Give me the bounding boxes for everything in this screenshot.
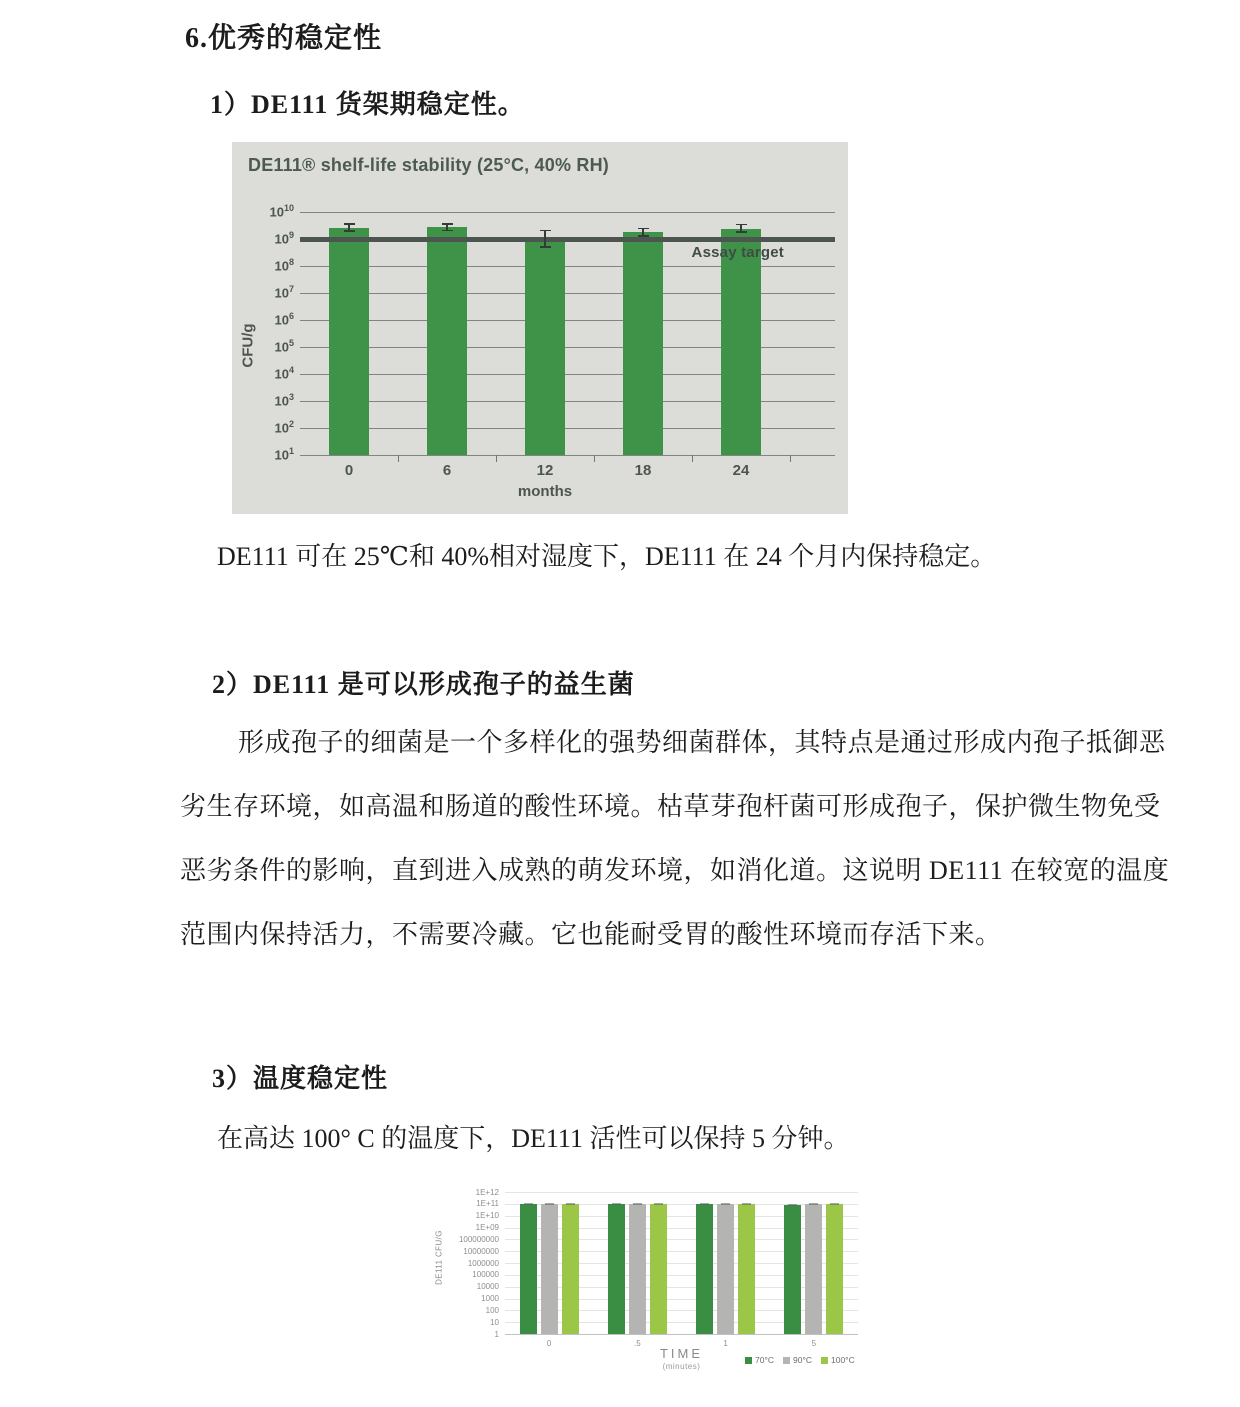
bar-6-months: [427, 227, 467, 455]
subsection-3-heading: 3）温度稳定性: [212, 1064, 389, 1093]
y-tick-label: $10^7$: [274, 284, 294, 301]
error-bar-cap: [344, 223, 355, 225]
bar-90°C-5min: [805, 1204, 822, 1334]
x-tick-label: 1: [723, 1339, 728, 1348]
x-axis-label: TIME: [659, 1346, 704, 1361]
y-tick-label: $10^6$: [274, 311, 294, 328]
bar-70°C-.5min: [608, 1204, 625, 1334]
y-axis-label: CFU/g: [239, 323, 257, 368]
x-axis-label: months: [517, 483, 573, 500]
error-bar-cap: [830, 1203, 839, 1205]
y-tick-label: 1E+11: [476, 1199, 499, 1209]
x-tick-label: 18: [634, 462, 652, 479]
assay-target-line: [300, 237, 835, 242]
x-tick-label: .5: [634, 1339, 641, 1348]
x-tick-label: 24: [732, 462, 750, 479]
y-tick-label: 1000: [481, 1294, 499, 1303]
y-tick-label: $10^9$: [274, 230, 294, 247]
x-tick-label: 5: [811, 1339, 817, 1348]
error-bar-cap: [809, 1203, 818, 1205]
bar-12-months: [525, 238, 565, 455]
y-tick-label: 1E+10: [475, 1211, 499, 1221]
legend: [745, 1355, 855, 1365]
legend-label: 90°C: [793, 1355, 812, 1365]
assay-target-annotation: Assay target: [691, 244, 784, 261]
y-tick-label: 10000: [476, 1282, 499, 1292]
legend-item: [821, 1355, 855, 1365]
bar-100°C-.5min: [650, 1204, 667, 1334]
legend-swatch: [821, 1357, 828, 1364]
y-tick-label: $10^1$: [274, 446, 294, 463]
paragraph-line: 恶劣条件的影响，直到进入成熟的萌发环境，如消化道。这说明 DE111 在较宽的温度: [180, 856, 1170, 885]
bar-90°C-1min: [717, 1204, 734, 1334]
caption-shelf-life: DE111 可在 25℃和 40%相对湿度下，DE111 在 24 个月内保持稳定。: [217, 542, 997, 571]
bar-24-months: [721, 229, 761, 455]
x-tick-label: 6: [442, 462, 452, 479]
x-axis-line: [505, 1334, 858, 1335]
temperature-stability-chart: [420, 1178, 870, 1395]
error-bar-cap: [442, 223, 453, 225]
bar-90°C-0min: [541, 1204, 558, 1334]
gridline: [300, 455, 835, 456]
x-tick-mark: [496, 455, 497, 462]
error-bar-cap: [540, 230, 551, 232]
error-bar-cap: [788, 1204, 797, 1206]
paragraph-line: 形成孢子的细菌是一个多样化的强势细菌群体，其特点是通过形成内孢子抵御恶: [238, 728, 1166, 757]
bar-100°C-1min: [738, 1204, 755, 1334]
y-tick-label: $10^8$: [274, 257, 294, 274]
y-axis-label: DE111 CFU/G: [434, 1230, 444, 1285]
error-bar-cap: [638, 235, 649, 237]
y-tick-label: 10000000: [463, 1246, 499, 1256]
shelf-life-stability-chart: [232, 142, 848, 514]
caption-temperature: 在高达 100° C 的温度下，DE111 活性可以保持 5 分钟。: [217, 1124, 850, 1153]
legend-label: 100°C: [831, 1355, 855, 1365]
bar-100°C-5min: [826, 1204, 843, 1334]
y-tick-label: 1000000: [467, 1258, 499, 1268]
error-bar: [544, 230, 546, 247]
error-bar-cap: [540, 246, 551, 248]
bar-0-months: [329, 228, 369, 455]
error-bar-cap: [545, 1203, 554, 1205]
x-tick-mark: [594, 455, 595, 462]
x-tick-mark: [692, 455, 693, 462]
subsection-2-heading: 2）DE111 是可以形成孢子的益生菌: [212, 670, 635, 699]
bar-100°C-0min: [562, 1204, 579, 1334]
legend-label: 70°C: [755, 1355, 774, 1365]
legend-swatch: [745, 1357, 752, 1364]
x-tick-label: 12: [536, 462, 554, 479]
y-tick-label: 1: [494, 1329, 499, 1339]
error-bar-cap: [566, 1203, 575, 1205]
x-axis-sublabel: (minutes): [662, 1362, 701, 1371]
error-bar-cap: [700, 1203, 709, 1205]
paragraph-line: 劣生存环境，如高温和肠道的酸性环境。枯草芽孢杆菌可形成孢子，保护微生物免受: [180, 792, 1161, 821]
y-tick-label: 1E+09: [475, 1223, 499, 1232]
x-tick-mark: [790, 455, 791, 462]
gridline: [300, 212, 835, 213]
y-tick-label: $10^3$: [274, 392, 294, 409]
y-tick-label: $10^2$: [274, 419, 294, 436]
error-bar-cap: [721, 1203, 730, 1205]
error-bar-cap: [633, 1203, 642, 1205]
bar-18-months: [623, 232, 663, 455]
y-tick-label: $10^4$: [274, 365, 294, 382]
y-tick-label: $10^5$: [274, 338, 294, 355]
legend-item: [745, 1355, 774, 1365]
error-bar-cap: [442, 230, 453, 232]
y-tick-label: 10: [490, 1317, 499, 1327]
bar-70°C-5min: [784, 1205, 801, 1334]
bar-90°C-.5min: [629, 1204, 646, 1334]
error-bar-cap: [742, 1203, 751, 1205]
error-bar-cap: [736, 224, 747, 226]
gridline: [505, 1192, 858, 1193]
error-bar-cap: [344, 230, 355, 232]
bar-70°C-1min: [696, 1204, 713, 1334]
legend-item: [783, 1355, 812, 1365]
error-bar-cap: [736, 231, 747, 233]
x-tick-label: 0: [546, 1339, 552, 1348]
x-tick-label: 0: [344, 462, 354, 479]
paragraph-line: 范围内保持活力，不需要冷藏。它也能耐受胃的酸性环境而存活下来。: [180, 920, 1002, 949]
chart-title: DE111® shelf-life stability (25°C, 40% RH): [248, 155, 609, 175]
x-tick-mark: [398, 455, 399, 462]
error-bar-cap: [524, 1203, 533, 1205]
subsection-1-heading: 1）DE111 货架期稳定性。: [210, 90, 525, 119]
error-bar-cap: [654, 1203, 663, 1205]
bar-70°C-0min: [520, 1204, 537, 1334]
error-bar-cap: [638, 228, 649, 230]
error-bar-cap: [612, 1203, 621, 1205]
section-heading: 6.优秀的稳定性: [185, 23, 383, 54]
y-tick-label: 100000: [472, 1270, 499, 1280]
y-tick-label: 1E+12: [475, 1187, 499, 1197]
y-tick-label: 100000000: [458, 1234, 499, 1244]
legend-swatch: [783, 1357, 790, 1364]
y-tick-label: $10^{10}$: [269, 203, 294, 220]
y-tick-label: 100: [485, 1305, 499, 1315]
